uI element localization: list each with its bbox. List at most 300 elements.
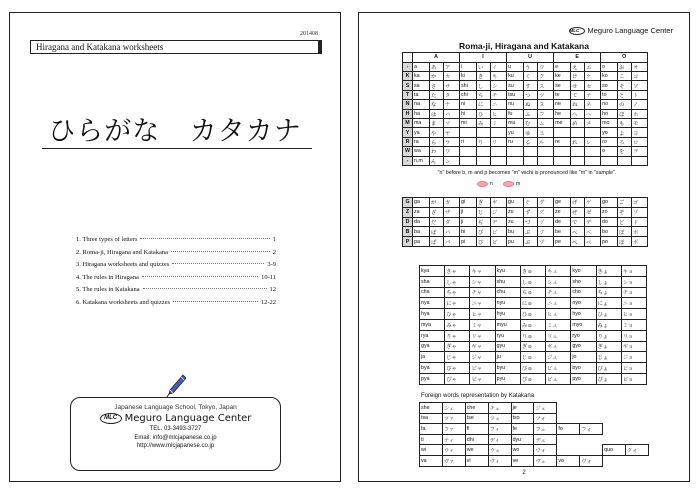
toc-item[interactable] xyxy=(76,272,276,285)
romaji-cell: za xyxy=(413,207,430,217)
katakana-cell: シャ xyxy=(470,276,495,287)
romaji-cell: fu xyxy=(507,109,524,118)
romaji-cell: nya xyxy=(420,298,445,309)
toc-leader xyxy=(171,251,270,252)
romaji-cell: ni xyxy=(460,100,477,109)
romaji-cell: ku xyxy=(507,71,524,80)
katakana-cell: デ xyxy=(585,217,601,227)
foreign-romaji-cell: tso xyxy=(511,413,534,424)
katakana-cell: ス xyxy=(538,81,554,90)
vowel-header: A xyxy=(413,53,460,63)
hiragana-cell: ざ xyxy=(430,207,444,217)
foreign-words-title: Foreign words representation by Katakana xyxy=(421,393,535,399)
hiragana-cell: ちゅ xyxy=(520,287,545,298)
katakana-cell: ヒ xyxy=(491,109,507,118)
kana-row xyxy=(403,147,648,156)
romaji-cell: u xyxy=(507,62,524,71)
hiragana-cell: に xyxy=(477,100,491,109)
hiragana-cell: じ xyxy=(477,207,491,217)
hiragana-cell: ぞ xyxy=(618,207,632,217)
foreign-katakana-cell: チェ xyxy=(488,403,511,414)
katakana-cell: ビュ xyxy=(546,363,571,374)
romaji-cell: bo xyxy=(601,227,618,237)
romaji-cell: tsu xyxy=(507,90,524,99)
romaji-cell: jo xyxy=(571,352,596,363)
romaji-cell xyxy=(460,156,477,165)
hiragana-cell: つ xyxy=(524,90,538,99)
row-consonant: W xyxy=(403,147,413,156)
basic-kana-table xyxy=(402,52,648,166)
hiragana-cell: せ xyxy=(571,81,585,90)
katakana-cell: リュ xyxy=(546,330,571,341)
foreign-romaji-cell: ti xyxy=(420,434,443,445)
combination-row xyxy=(420,319,647,330)
hiragana-cell: しゃ xyxy=(445,276,470,287)
hiragana-cell: さ xyxy=(430,81,444,90)
hiragana-cell: も xyxy=(618,118,632,127)
romaji-cell: ri xyxy=(460,137,477,146)
romaji-cell: kyo xyxy=(571,266,596,277)
katakana-cell: ヒュ xyxy=(546,309,571,320)
romaji-cell: ki xyxy=(460,71,477,80)
katakana-cell: ゴ xyxy=(632,198,648,208)
katakana-cell: ズ xyxy=(538,207,554,217)
romaji-cell: nu xyxy=(507,100,524,109)
toc-label: 3. Hiragana worksheets and quizzes xyxy=(76,261,170,269)
katakana-cell: ニョ xyxy=(621,298,646,309)
hiragana-cell: い xyxy=(477,62,491,71)
school-logo-row xyxy=(71,413,280,424)
empty-cell xyxy=(603,403,626,414)
romaji-cell: pu xyxy=(507,237,524,247)
kana-row xyxy=(403,198,648,208)
row-consonant: G xyxy=(403,198,413,208)
toc-page: 2 xyxy=(272,248,276,256)
romaji-cell: su xyxy=(507,81,524,90)
toc-label: 4. The rules in Hiragana xyxy=(76,273,139,281)
foreign-romaji-cell: vi xyxy=(465,455,488,466)
hiragana-cell: ば xyxy=(430,227,444,237)
empty-cell xyxy=(603,413,626,424)
empty-cell xyxy=(626,455,649,466)
katakana-cell: タ xyxy=(444,90,460,99)
romaji-cell: sho xyxy=(571,276,596,287)
row-consonant: R xyxy=(403,137,413,146)
katakana-cell: ベ xyxy=(585,227,601,237)
romaji-cell: ge xyxy=(554,198,571,208)
toc-label: 6. Katakana worksheets and quizzes xyxy=(76,298,171,306)
kana-row xyxy=(403,71,648,80)
foreign-katakana-cell: ヴァ xyxy=(442,455,465,466)
katakana-cell: テ xyxy=(585,90,601,99)
kana-chart-page xyxy=(358,12,690,482)
hiragana-cell: みゅ xyxy=(520,319,545,330)
toc-leader xyxy=(142,276,258,277)
hiragana-cell: う xyxy=(524,62,538,71)
hiragana-cell: ふ xyxy=(524,109,538,118)
katakana-cell: オ xyxy=(632,62,648,71)
hiragana-cell xyxy=(571,156,585,165)
foreign-word-row xyxy=(420,413,649,424)
hiragana-cell: にゃ xyxy=(445,298,470,309)
toc-page: 12 xyxy=(269,286,276,294)
romaji-cell: ko xyxy=(601,71,618,80)
romaji-cell: ja xyxy=(420,352,445,363)
romaji-cell: mu xyxy=(507,118,524,127)
hiragana-cell: と xyxy=(618,90,632,99)
romaji-cell: kya xyxy=(420,266,445,277)
kana-row xyxy=(403,227,648,237)
hiragana-cell: を xyxy=(618,147,632,156)
foreign-katakana-cell: ヴォ xyxy=(580,455,603,466)
katakana-cell: ダ xyxy=(444,217,460,227)
hiragana-cell xyxy=(618,156,632,165)
foreign-katakana-cell: シェ xyxy=(442,403,465,414)
katakana-cell: ビ xyxy=(491,227,507,237)
katakana-cell: ゾ xyxy=(632,207,648,217)
romaji-cell xyxy=(460,128,477,137)
romaji-cell: yo xyxy=(601,128,618,137)
romaji-cell xyxy=(554,128,571,137)
katakana-cell: バ xyxy=(444,227,460,237)
hiragana-cell: ね xyxy=(571,100,585,109)
romaji-cell xyxy=(554,147,571,156)
foreign-katakana-cell: ツォ xyxy=(534,413,557,424)
katakana-cell: ミ xyxy=(491,118,507,127)
combination-row xyxy=(420,287,647,298)
katakana-cell: ザ xyxy=(444,207,460,217)
hiragana-cell: べ xyxy=(571,227,585,237)
romaji-cell: chi xyxy=(460,90,477,99)
katakana-cell xyxy=(491,156,507,165)
romaji-cell: gi xyxy=(460,198,477,208)
romaji-cell: myu xyxy=(495,319,520,330)
foreign-katakana-cell: ウィ xyxy=(442,445,465,456)
foreign-romaji-cell: va xyxy=(420,455,443,466)
toc-page: 3-9 xyxy=(267,261,276,269)
foreign-words-table xyxy=(419,402,649,467)
romaji-cell: me xyxy=(554,118,571,127)
kana-row xyxy=(403,156,648,165)
school-tel: TEL. 03-3493-3727 xyxy=(149,426,202,433)
romaji-cell: gu xyxy=(507,198,524,208)
foreign-romaji-cell: dyu xyxy=(511,434,534,445)
foreign-word-row xyxy=(420,424,649,435)
foreign-romaji-cell: fe xyxy=(511,424,534,435)
romaji-cell: ra xyxy=(413,137,430,146)
hiragana-cell: ぢ xyxy=(477,217,491,227)
hiragana-cell: び xyxy=(477,227,491,237)
hiragana-cell: ど xyxy=(618,217,632,227)
katakana-cell: ヅ xyxy=(538,217,554,227)
hiragana-cell: りゃ xyxy=(445,330,470,341)
hiragana-cell: げ xyxy=(571,198,585,208)
romaji-cell: shu xyxy=(495,276,520,287)
hiragana-cell: ちゃ xyxy=(445,287,470,298)
romaji-cell: da xyxy=(413,217,430,227)
hiragana-cell: り xyxy=(477,137,491,146)
romaji-cell: ryu xyxy=(495,330,520,341)
romaji-cell: zo xyxy=(601,207,618,217)
romaji-cell: pyu xyxy=(495,373,520,384)
foreign-romaji-cell: she xyxy=(420,403,443,414)
hiragana-cell: しゅ xyxy=(520,276,545,287)
katakana-cell xyxy=(491,128,507,137)
hiragana-cell: く xyxy=(524,71,538,80)
romaji-cell: to xyxy=(601,90,618,99)
hiragana-cell: か xyxy=(430,71,444,80)
hiragana-cell: ず xyxy=(524,207,538,217)
romaji-cell: go xyxy=(601,198,618,208)
romaji-cell: pa xyxy=(413,237,430,247)
katakana-cell: ド xyxy=(632,217,648,227)
katakana-cell: ギョ xyxy=(621,341,646,352)
katakana-cell: ム xyxy=(538,118,554,127)
hiragana-cell xyxy=(477,156,491,165)
empty-cell xyxy=(557,434,580,445)
row-consonant: N xyxy=(403,100,413,109)
hiragana-cell: びゅ xyxy=(520,363,545,374)
romaji-cell: ryo xyxy=(571,330,596,341)
romaji-cell: shi xyxy=(460,81,477,90)
mlc-logo: MLC xyxy=(100,413,122,424)
romaji-cell: do xyxy=(601,217,618,227)
foreign-katakana-cell: ジェ xyxy=(534,403,557,414)
romaji-cell: se xyxy=(554,81,571,90)
katakana-cell: ア xyxy=(444,62,460,71)
title-underline xyxy=(42,148,312,149)
romaji-cell: i xyxy=(460,62,477,71)
romaji-cell: ta xyxy=(413,90,430,99)
school-email[interactable]: Email: info@mlcjapanese.co.jp xyxy=(134,434,217,441)
row-consonant: K xyxy=(403,71,413,80)
katakana-cell: チュ xyxy=(546,287,571,298)
romaji-cell: cha xyxy=(420,287,445,298)
romaji-cell: hi xyxy=(460,109,477,118)
katakana-cell: エ xyxy=(585,62,601,71)
hiragana-cell: ゆ xyxy=(524,128,538,137)
hiragana-cell: む xyxy=(524,118,538,127)
hiragana-cell: ぎゃ xyxy=(445,341,470,352)
table-of-contents xyxy=(76,234,276,310)
hiragana-cell: みょ xyxy=(596,319,621,330)
foreign-katakana-cell: フォ xyxy=(580,424,603,435)
romaji-cell: gyo xyxy=(571,341,596,352)
empty-cell xyxy=(626,413,649,424)
romaji-cell: rya xyxy=(420,330,445,341)
katakana-cell: ミョ xyxy=(621,319,646,330)
katakana-cell: イ xyxy=(491,62,507,71)
hiragana-cell: れ xyxy=(571,137,585,146)
katakana-cell: ン xyxy=(444,156,460,165)
romaji-cell: ba xyxy=(413,227,430,237)
hiragana-cell: や xyxy=(430,128,444,137)
katakana-cell: リ xyxy=(491,137,507,146)
romaji-cell xyxy=(460,147,477,156)
foreign-romaji-cell: quo xyxy=(603,445,626,456)
foreign-katakana-cell: ウェ xyxy=(488,445,511,456)
center-name: Meguro Language Center xyxy=(124,412,252,424)
katakana-cell: コ xyxy=(632,71,648,80)
hiragana-cell: ぴゃ xyxy=(445,373,470,384)
katakana-cell: ジ xyxy=(491,207,507,217)
hiragana-cell xyxy=(477,147,491,156)
toc-page: 1 xyxy=(272,236,276,243)
hiragana-cell: きゃ xyxy=(445,266,470,277)
romaji-cell: myo xyxy=(571,319,596,330)
hiragana-cell: じゅ xyxy=(520,352,545,363)
dakuten-kana-table xyxy=(402,197,648,247)
katakana-cell: マ xyxy=(444,118,460,127)
vowel-header: U xyxy=(507,53,554,63)
hiragana-cell: ぶ xyxy=(524,227,538,237)
foreign-romaji-cell: wo xyxy=(511,445,534,456)
katakana-cell: ブ xyxy=(538,227,554,237)
hiragana-cell: け xyxy=(571,71,585,80)
hiragana-cell: じょ xyxy=(596,352,621,363)
hiragana-cell: ほ xyxy=(618,109,632,118)
katakana-cell: キャ xyxy=(470,266,495,277)
katakana-cell: ヒャ xyxy=(470,309,495,320)
foreign-romaji-cell: fi xyxy=(465,424,488,435)
foreign-romaji-cell: che xyxy=(465,403,488,414)
hiragana-cell: じゃ xyxy=(445,352,470,363)
romaji-cell: mi xyxy=(460,118,477,127)
hiragana-cell: ひ xyxy=(477,109,491,118)
foreign-romaji-cell: wi xyxy=(420,445,443,456)
toc-item[interactable] xyxy=(76,284,276,297)
romaji-cell: ru xyxy=(507,137,524,146)
header-logo xyxy=(569,26,673,35)
toc-item[interactable] xyxy=(76,247,276,260)
hiragana-cell: ぺ xyxy=(571,237,585,247)
foreign-romaji-cell: ve xyxy=(511,455,534,466)
row-consonant: T xyxy=(403,90,413,99)
toc-item[interactable] xyxy=(76,234,276,247)
page-number: 2 xyxy=(522,470,526,476)
romaji-cell: te xyxy=(554,90,571,99)
hiragana-cell: ひょ xyxy=(596,309,621,320)
romaji-cell: ro xyxy=(601,137,618,146)
katakana-cell: ワ xyxy=(444,147,460,156)
katakana-cell: パ xyxy=(444,237,460,247)
hiragana-cell: ひゃ xyxy=(445,309,470,320)
foreign-katakana-cell: デュ xyxy=(534,434,557,445)
hiragana-cell: ち xyxy=(477,90,491,99)
empty-cell xyxy=(580,445,603,456)
hiragana-cell: み xyxy=(477,118,491,127)
katakana-cell: ノ xyxy=(632,100,648,109)
row-consonant: - xyxy=(403,156,413,165)
combination-row xyxy=(420,298,647,309)
katakana-cell: グ xyxy=(538,198,554,208)
katakana-cell: ミュ xyxy=(546,319,571,330)
katakana-cell: ガ xyxy=(444,198,460,208)
romaji-cell xyxy=(554,156,571,165)
foreign-romaji-cell: vo xyxy=(557,455,580,466)
katakana-cell: ピョ xyxy=(621,373,646,384)
title-hiragana: ひらがな xyxy=(48,116,161,147)
hiragana-cell: は xyxy=(430,109,444,118)
toc-item[interactable] xyxy=(76,297,276,310)
romaji-cell: pyo xyxy=(571,373,596,384)
katakana-cell: キ xyxy=(491,71,507,80)
toc-item[interactable] xyxy=(76,259,276,272)
school-url[interactable]: http://www.mlcjapanese.co.jp xyxy=(136,443,215,450)
katakana-cell: ピュ xyxy=(546,373,571,384)
katakana-cell: ポ xyxy=(632,237,648,247)
katakana-cell: カ xyxy=(444,71,460,80)
vowel-header: E xyxy=(554,53,601,63)
katakana-cell xyxy=(538,147,554,156)
katakana-cell: モ xyxy=(632,118,648,127)
katakana-cell: ショ xyxy=(621,276,646,287)
row-consonant: - xyxy=(403,62,413,71)
foreign-word-row xyxy=(420,445,649,456)
empty-cell xyxy=(626,434,649,445)
katakana-cell: リョ xyxy=(621,330,646,341)
worksheet-header: Hiragana and Katakana worksheets xyxy=(30,40,322,54)
romaji-cell: mya xyxy=(420,319,445,330)
empty-cell xyxy=(557,403,580,414)
katakana-cell: ヂ xyxy=(491,217,507,227)
hiragana-cell: びゃ xyxy=(445,363,470,374)
katakana-cell: ヨ xyxy=(632,128,648,137)
foreign-katakana-cell: クォ xyxy=(626,445,649,456)
empty-cell xyxy=(603,434,626,445)
combination-kana-table xyxy=(419,265,647,385)
romaji-cell: zu xyxy=(507,217,524,227)
katakana-cell: ヲ xyxy=(632,147,648,156)
hiragana-cell: ぱ xyxy=(430,237,444,247)
hiragana-cell: ぼ xyxy=(618,227,632,237)
katakana-cell: ケ xyxy=(585,71,601,80)
romaji-cell: bu xyxy=(507,227,524,237)
corner-cell xyxy=(403,53,413,63)
katakana-cell: ニュ xyxy=(546,298,571,309)
katakana-cell xyxy=(585,147,601,156)
title-katakana: カタカナ xyxy=(189,116,302,147)
hiragana-cell: りょ xyxy=(596,330,621,341)
romaji-cell: gya xyxy=(420,341,445,352)
romaji-cell: byu xyxy=(495,363,520,374)
hiragana-cell: ひゅ xyxy=(520,309,545,320)
romaji-cell: re xyxy=(554,137,571,146)
hiragana-cell: ぴゅ xyxy=(520,373,545,384)
katakana-cell: ヒョ xyxy=(621,309,646,320)
row-consonant: B xyxy=(403,227,413,237)
katakana-cell: シ xyxy=(491,81,507,90)
foreign-katakana-cell: ウォ xyxy=(534,445,557,456)
lips-n-label: n xyxy=(490,181,493,187)
hiragana-cell: る xyxy=(524,137,538,146)
romaji-cell: bi xyxy=(460,227,477,237)
hiragana-cell: の xyxy=(618,100,632,109)
romaji-cell: pi xyxy=(460,237,477,247)
katakana-cell: フ xyxy=(538,109,554,118)
hiragana-cell: づ xyxy=(524,217,538,227)
romaji-cell: gyu xyxy=(495,341,520,352)
kana-row xyxy=(403,128,648,137)
cover-page xyxy=(9,12,341,482)
katakana-cell: ゼ xyxy=(585,207,601,217)
combination-row xyxy=(420,330,647,341)
katakana-cell xyxy=(538,156,554,165)
hiragana-cell: ぎょ xyxy=(596,341,621,352)
katakana-cell: ミャ xyxy=(470,319,495,330)
hiragana-cell: ぬ xyxy=(524,100,538,109)
foreign-romaji-cell: we xyxy=(465,445,488,456)
